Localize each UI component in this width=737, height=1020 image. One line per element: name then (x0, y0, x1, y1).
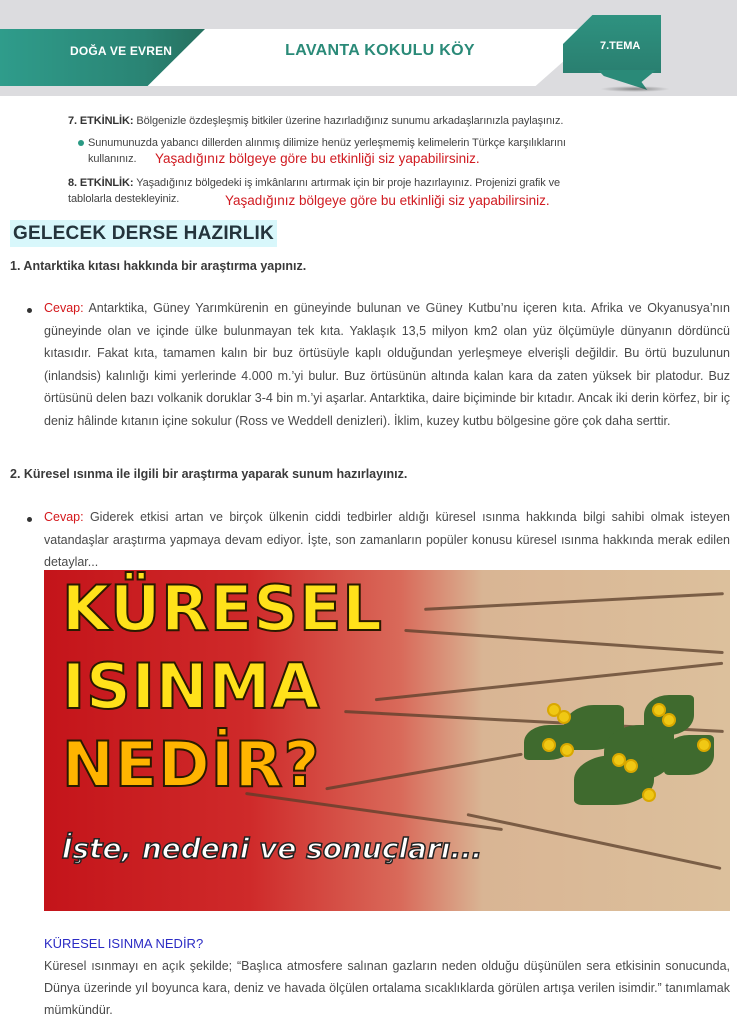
bullet-icon (27, 308, 32, 313)
question-2: 2. Küresel ısınma ile ilgili bir araştırma yaparak sunum hazırlayınız. (10, 467, 408, 481)
activity-7-bullet-line2: kullanınız. (88, 153, 137, 165)
bullet-dot-icon (78, 140, 84, 146)
header-band (0, 0, 737, 96)
section-heading: GELECEK DERSE HAZIRLIK (10, 220, 277, 247)
image-headline-1: KÜRESEL (62, 572, 383, 645)
global-warming-image (44, 570, 730, 911)
theme-tab-shadow (600, 86, 670, 92)
image-subtitle: İşte, nedeni ve sonuçları... (62, 832, 483, 865)
crack (424, 592, 724, 611)
activity-7-label: 7. ETKİNLİK: (68, 115, 134, 127)
crack (404, 629, 723, 654)
question-1: 1. Antarktika kıtası hakkında bir araştırma yapınız. (10, 259, 307, 273)
answer-label: Cevap: (44, 510, 84, 524)
unit-label: DOĞA VE EVREN (70, 44, 173, 58)
bullet-icon (27, 517, 32, 522)
image-headline-2: ISINMA (62, 650, 321, 723)
answer-1 (44, 297, 730, 432)
activity-7-bullet-line1: Sunumunuzda yabancı dillerden alınmış dilimize henüz yerleşmemiş kelimelerin Türkçe karşılıklarını (88, 137, 566, 149)
crack (467, 813, 722, 870)
activity-7 (68, 114, 563, 129)
activity-8-label: 8. ETKİNLİK: (68, 177, 134, 189)
activity-7-note: Yaşadığınız bölgeye göre bu etkinliği siz yapabilirsiniz. (155, 151, 480, 166)
activity-8 (68, 176, 560, 191)
answer-1-text: Antarktika, Güney Yarımkürenin en güneyinde bulunan ve Güney Kutbu’nu içeren kıta. Afrika ve Okyanusya’nın güneyinde olan ve içinde ülke bulunmayan tek kıta. Yaklaşık 13,5 milyon km2 olan yüz ölçümüyle dünyanın dördüncü kıtasıdır. Fakat kıta, tamamen kalın bir buz örtüsüyle kaplı olduğundan yerleşmeye elverişli değildir. Bu örtü buzulunun (inlandsis) kalınlığı kimi yerlerinde 4.000 m.’yi bulur. Buz örtüsünün altında kalan kara da zaten yüksek bir platodur. Buz örtüsünü delen bazı volkanik doruklar 3-4 bin m.’yi aşarlar. Antarktika, daire biçiminde bir kıtadır. Ancak iki derin körfez, bir iç deniz hâlinde kıtanın içine sokulur (Ross ve Weddell denizleri). İklim, kuzey kutbu bölgesine göre çok daha serttir. (44, 301, 730, 428)
definition-text: Küresel ısınmayı en açık şekilde; “Başlıca atmosfere salınan gazların neden olduğu düşünülen sera etkisinin sonucunda, Dünya üzerinde yıl boyunca kara, deniz ve havada ölçülen ortalama sıcaklıklarda görülen artışa verilen isimdir.” tanımlamak mümkündür. (44, 959, 730, 1017)
theme-tab-label: 7.TEMA (600, 40, 641, 52)
activity-8-text: Yaşadığınız bölgedeki iş imkânlarını artırmak için bir proje hazırlayınız. Projenizi grafik ve (136, 177, 561, 189)
activity-7-bullet (78, 136, 566, 151)
page-title: LAVANTA KOKULU KÖY (285, 42, 475, 59)
activity-7-text: Bölgenizle özdeşleşmiş bitkiler üzerine hazırladığınız sunumu arkadaşlarınızla paylaşınız. (136, 115, 564, 127)
activity-8-line2: tablolarla destekleyiniz. (68, 193, 180, 205)
answer-2-text: Giderek etkisi artan ve birçok ülkenin ciddi tedbirler aldığı küresel ısınma hakkında bilgi sahibi olmak isteyen vatandaşlar araştırma yapmaya devam ediyor. İşte, son zamanların popüler konusu küresel ısınma hakkında merak edilen detaylar... (44, 510, 730, 569)
crack (325, 753, 522, 791)
answer-2 (44, 506, 730, 574)
plant-icon (504, 685, 724, 815)
activity-8-note: Yaşadığınız bölgeye göre bu etkinliği siz yapabilirsiniz. (225, 193, 550, 208)
image-headline-3: NEDİR? (62, 728, 321, 801)
answer-label: Cevap: (44, 301, 84, 315)
definition-title: KÜRESEL ISINMA NEDİR? (44, 936, 204, 951)
